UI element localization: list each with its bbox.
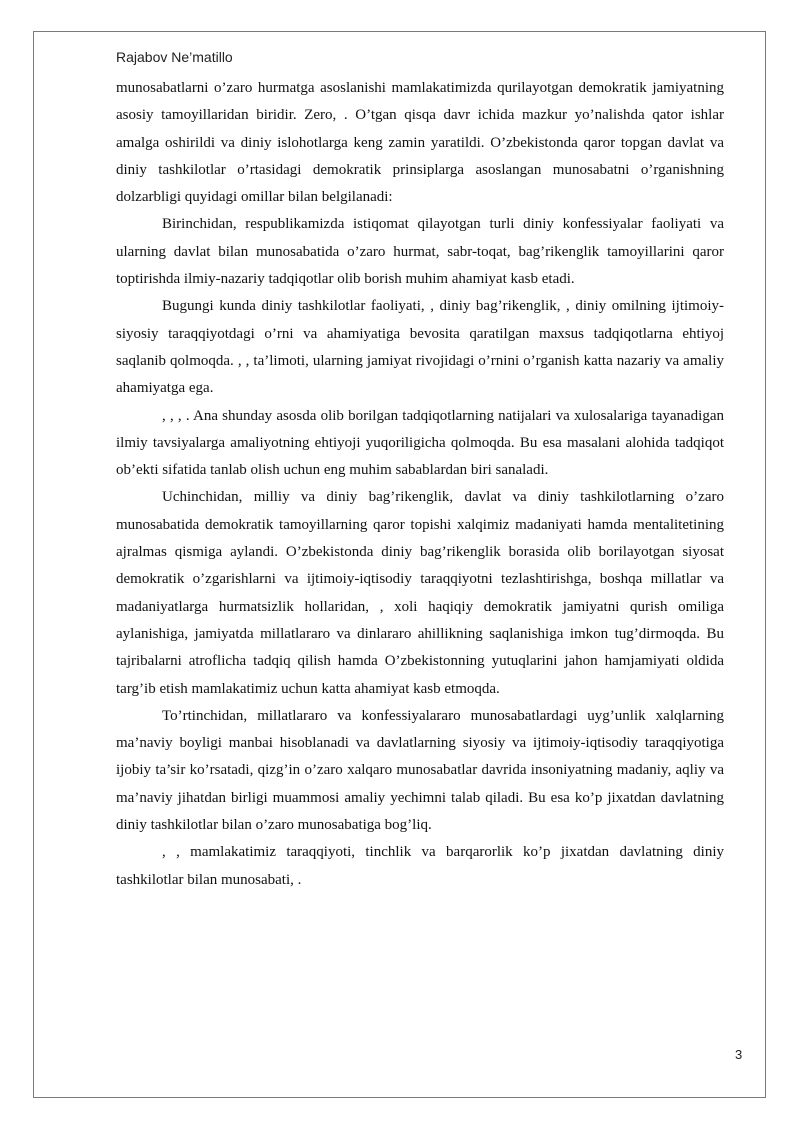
document-body bbox=[116, 75, 724, 894]
paragraph-current-research: Bugungi kunda diniy tashkilotlar faoliyati, , diniy bag’rikenglik, , diniy omilning ijtimoiy-siyosiy taraqqiyotdagi o’rni va ahamiyatiga bevosita qaratilgan maxsus tadqiqotlarna ehtiyoj saqlanib qolmoqda. , , ta’limoti, ularning jamiyat rivojidagi o’rnini o’rganish katta nazariy va amaliy ahamiyatga ega. bbox=[116, 298, 724, 397]
page-number: 3 bbox=[735, 1047, 743, 1062]
running-header-author: Rajabov Ne’matillo bbox=[116, 49, 233, 65]
paragraph-fourth-point: To’rtinchidan, millatlararo va konfessiyalararo munosabatlardagi uyg’unlik xalqlarning ma’naviy boyligi manbai hisoblanadi va davlatlarning siyosiy va ijtimoiy-iqtisodiy taraqqiyotiga ijobiy ta’sir ko’rsatadi, qizg’in o’zaro xalqaro munosabatlar davrida insoniyatning madaniy, aqliy va ma’naviy jihatdan birligi muammosi amaliy yechimni talab qiladi. Bu esa ko’p jixatdan davlatning diniy tashkilotlar bilan o’zaro munosabatiga bog’liq. bbox=[116, 707, 724, 834]
paragraph-third-point: Uchinchidan, milliy va diniy bag’rikenglik, davlat va diniy tashkilotlarning o’zaro munosabatida demokratik tamoyillarning qaror topishi xalqimiz madaniyati hamda mentalitetining ajralmas qismiga aylandi. O’zbekistonda diniy bag’rikenglik borasida olib borilayotgan siyosat demokratik o’zgarishlarni va ijtimoiy-iqtisodiy taraqqiyotni tezlashtirishga, boshqa millatlar va madaniyatlarga hurmatsizlik hollaridan, , xoli haqiqiy demokratik jamiyatni qurish omiliga aylanishiga, jamiyatda millatlararo va dinlararo ahillikning saqlanishiga imkon tug’dirmoqda. Bu tajribalarni atroflicha tadqiq qilish hamda O’zbekistonning yutuqlarini jahon hamjamiyati oldida targ’ib etish mamlakatimiz uchun katta ahamiyat kasb etmoqda. bbox=[116, 489, 724, 697]
paragraph-research-need: , , , . Ana shunday asosda olib borilgan tadqiqotlarning natijalari va xulosalariga tayanadigan ilmiy tavsiyalarga amaliyotning ehtiyoji yuqoriligicha qolmoqda. Bu esa masalani alohida tadqiqot ob’ekti sifatida tanlab olish uchun eng muhim sabablardan biri sanaladi. bbox=[116, 407, 724, 479]
paragraph-first-point: Birinchidan, respublikamizda istiqomat qilayotgan turli diniy konfessiyalar faoliyati va ularning davlat bilan munosabatida o’zaro hurmat, sabr-toqat, bag’rikenglik tamoyillarini qaror toptirishda ilmiy-nazariy tadqiqotlar olib borish muhim ahamiyat kasb etadi. bbox=[116, 216, 724, 288]
paragraph-closing: , , mamlakatimiz taraqqiyoti, tinchlik va barqarorlik ko’p jixatdan davlatning diniy tashkilotlar bilan munosabati, . bbox=[116, 844, 724, 888]
paragraph-continuation: munosabatlarni o’zaro hurmatga asoslanishi mamlakatimizda qurilayotgan demokratik jamiyatning asosiy tamoyillaridan biridir. Zero, . O’tgan qisqa davr ichida mazkur yo’nalishda qator ishlar amalga oshirildi va diniy islohotlarga keng zamin yaratildi. O’zbekistonda qaror topgan davlat va diniy tashkilotlar o’rtasidagi demokratik prinsiplarga asoslangan munosabatni o’rganishning dolzarbligi quyidagi omillar bilan belgilanadi: bbox=[116, 80, 724, 206]
